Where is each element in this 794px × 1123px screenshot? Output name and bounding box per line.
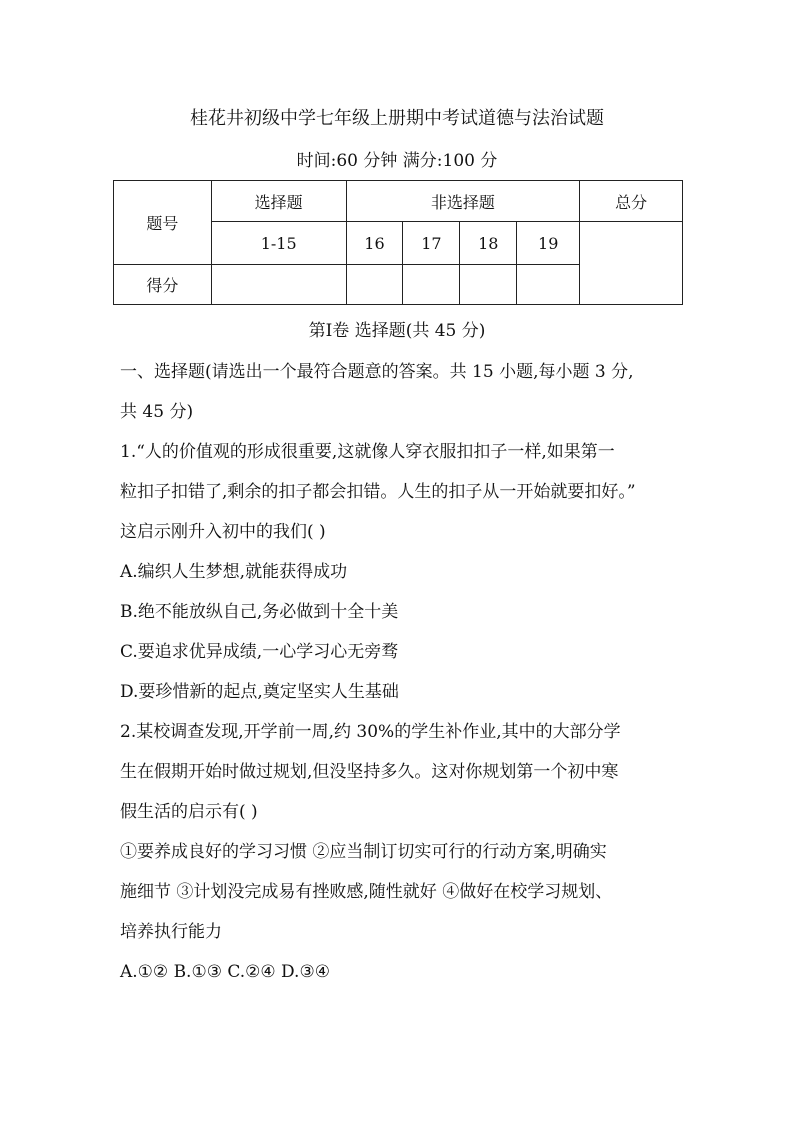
q2-stem-line-2: 生在假期开始时做过规划,但没坚持多久。这对你规划第一个初中寒 xyxy=(120,762,619,782)
q17-score-cell xyxy=(403,265,460,305)
q18-score-cell xyxy=(460,265,517,305)
q1-stem-line-2: 粒扣子扣错了,剩余的扣子都会扣错。人生的扣子从一开始就要扣好。” xyxy=(120,482,636,502)
q2-options: A.①② B.①③ C.②④ D.③④ xyxy=(120,962,330,982)
q17-cell: 17 xyxy=(403,222,460,265)
q16-cell: 16 xyxy=(346,222,403,265)
questions-body xyxy=(120,352,695,992)
q2-items-line-2: 施细节 ③计划没完成易有挫败感,随性就好 ④做好在校学习规划、 xyxy=(120,882,613,902)
q16-score-cell xyxy=(346,265,403,305)
q18-cell: 18 xyxy=(460,222,517,265)
q1-option-d: D.要珍惜新的起点,奠定坚实人生基础 xyxy=(120,682,399,702)
q2-items-line-1: ①要养成良好的学习习惯 ②应当制订切实可行的行动方案,明确实 xyxy=(120,842,607,862)
choice-header-cell: 选择题 xyxy=(211,181,346,222)
q19-score-cell xyxy=(517,265,580,305)
instructions-line-1: 一、选择题(请选出一个最符合题意的答案。共 15 小题,每小题 3 分, xyxy=(120,362,634,382)
exam-title: 桂花井初级中学七年级上册期中考试道德与法治试题 xyxy=(190,108,604,129)
q1-option-a: A.编织人生梦想,就能获得成功 xyxy=(120,562,348,582)
q1-stem-line-1: 1.“人的价值观的形成很重要,这就像人穿衣服扣扣子一样,如果第一 xyxy=(120,442,615,462)
nonchoice-header-cell: 非选择题 xyxy=(346,181,580,222)
exam-time-and-score: 时间:60 分钟 满分:100 分 xyxy=(296,151,498,171)
score-table xyxy=(113,180,683,305)
q1-option-b: B.绝不能放纵自己,务必做到十全十美 xyxy=(120,602,399,622)
row-header-cell: 题号 xyxy=(114,181,212,265)
q2-stem-line-1: 2.某校调查发现,开学前一周,约 30%的学生补作业,其中的大部分学 xyxy=(120,722,621,742)
q2-stem-line-3: 假生活的启示有( ) xyxy=(120,802,258,822)
q19-cell: 19 xyxy=(517,222,580,265)
choice-score-cell xyxy=(211,265,346,305)
choice-range-cell: 1-15 xyxy=(211,222,346,265)
q1-option-c: C.要追求优异成绩,一心学习心无旁骛 xyxy=(120,642,399,662)
instructions-line-2: 共 45 分) xyxy=(120,402,194,422)
section-title: 第Ⅰ卷 选择题(共 45 分) xyxy=(308,321,486,341)
q1-stem-line-3: 这启示刚升入初中的我们( ) xyxy=(120,522,326,542)
score-label-cell: 得分 xyxy=(114,265,212,305)
total-header-cell: 总分 xyxy=(580,181,683,222)
total-score-cell xyxy=(580,222,683,305)
q2-items-line-3: 培养执行能力 xyxy=(120,922,222,942)
